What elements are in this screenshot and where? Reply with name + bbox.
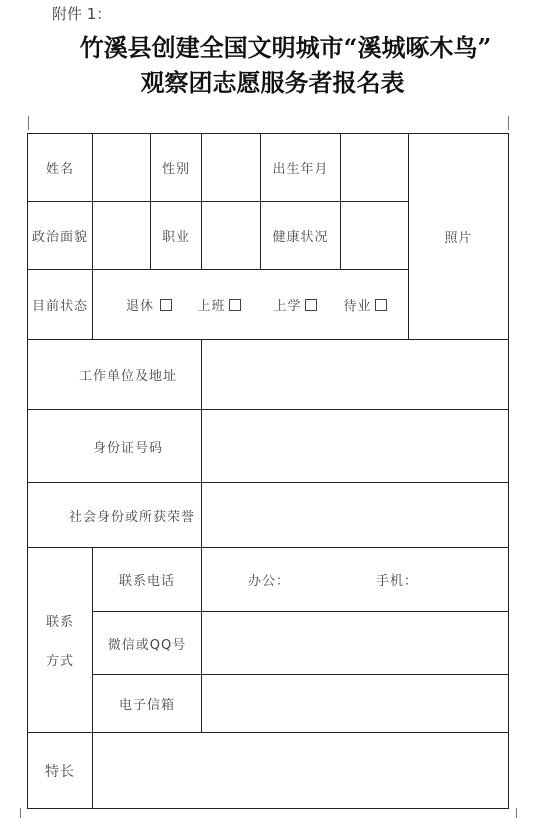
status-option-label: 上学 — [273, 299, 302, 314]
checkbox[interactable] — [160, 299, 172, 311]
gender-field[interactable] — [202, 134, 260, 201]
checkbox[interactable] — [229, 299, 241, 311]
job-label: 职业 — [161, 230, 190, 245]
skill-label: 特长 — [45, 763, 75, 780]
checkbox[interactable] — [375, 299, 387, 311]
id-label — [28, 410, 201, 482]
phone-label: 联系电话 — [118, 574, 175, 589]
contact-label-line2: 方式 — [45, 654, 74, 669]
political-label: 政治面貌 — [31, 230, 88, 245]
gender-label: 性别 — [161, 162, 190, 177]
honor-label — [28, 483, 201, 547]
form-title-line1: 竹溪县创建全国文明城市“溪城啄木鸟” — [79, 33, 492, 62]
crop-mark-bottom-right — [516, 808, 517, 818]
id-field[interactable] — [202, 410, 508, 482]
email-field[interactable] — [202, 675, 508, 732]
work-label-text: 工作单位及地址 — [78, 369, 177, 384]
birth-label: 出生年月 — [272, 162, 329, 177]
health-label: 健康状况 — [272, 230, 329, 245]
status-option-studying[interactable] — [270, 270, 320, 339]
mobile-label: 手机： — [376, 574, 419, 589]
birth-field[interactable] — [341, 134, 408, 201]
email-label: 电子信箱 — [118, 698, 175, 713]
skill-field[interactable] — [93, 733, 508, 808]
crop-mark-top-right — [508, 116, 509, 130]
work-label — [28, 340, 201, 409]
id-label-text: 身份证号码 — [92, 440, 163, 456]
crop-mark-top-left — [28, 116, 29, 130]
office-phone-field[interactable] — [289, 548, 373, 611]
status-option-label: 上班 — [197, 299, 226, 314]
form-title-line2: 观察团志愿服务者报名表 — [140, 68, 405, 97]
status-option-unemployed[interactable] — [340, 270, 390, 339]
status-option-retired[interactable] — [124, 270, 174, 339]
crop-mark-bottom-left — [20, 808, 21, 818]
contact-label — [28, 548, 92, 732]
status-option-label: 待业 — [343, 299, 372, 314]
status-label: 目前状态 — [31, 299, 88, 314]
attachment-label: 附件 1： — [52, 5, 112, 23]
status-option-working[interactable] — [194, 270, 244, 339]
honor-field[interactable] — [202, 483, 508, 547]
job-field[interactable] — [202, 202, 260, 269]
wechat-field[interactable] — [202, 612, 508, 674]
political-field[interactable] — [93, 202, 150, 269]
health-field[interactable] — [341, 202, 408, 269]
office-label: 办公： — [248, 574, 291, 589]
status-option-label: 退休 — [125, 299, 154, 314]
mobile-phone-field[interactable] — [417, 548, 507, 611]
checkbox[interactable] — [305, 299, 317, 311]
honor-label-text: 社会身份或所获荣誉 — [68, 509, 195, 525]
wechat-label: 微信或QQ号 — [107, 637, 187, 653]
name-label: 姓名 — [45, 162, 74, 177]
photo-box[interactable]: 照片 — [444, 231, 473, 246]
contact-label-line1: 联系 — [45, 615, 74, 630]
work-field[interactable] — [202, 340, 508, 409]
name-field[interactable] — [93, 134, 150, 201]
